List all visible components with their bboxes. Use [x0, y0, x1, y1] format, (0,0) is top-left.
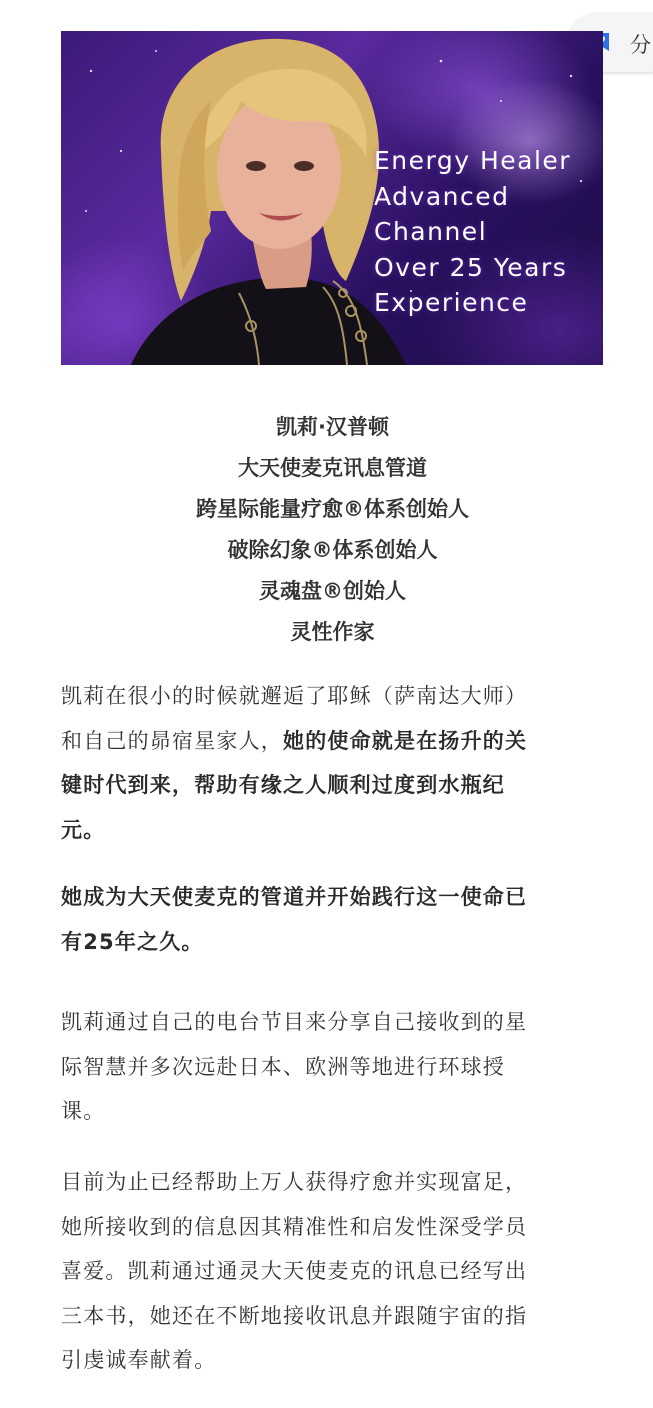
bold-text: 她的使命就是在扬升的关	[283, 728, 528, 753]
paragraph-line: 引虔诚奉献着。	[61, 1348, 217, 1372]
plain-text: 和自己的昴宿星家人，	[61, 728, 283, 753]
banner-line: Over 25 Years	[374, 252, 568, 282]
paragraph-line: 课。	[61, 1099, 106, 1123]
title-line: 灵魂盘®创始人	[259, 579, 406, 603]
title-line: 跨星际能量疗愈®体系创始人	[196, 497, 469, 521]
banner-line: Energy Healer	[374, 146, 572, 175]
banner-line: Experience	[374, 288, 529, 317]
paragraph-line: 凯莉在很小的时候就邂逅了耶稣（萨南达大师）	[61, 684, 528, 708]
paragraph-line: 凯莉通过自己的电台节目来分享自己接收到的星	[61, 1010, 528, 1034]
paragraph-mission	[61, 875, 611, 964]
banner-line: Channel	[374, 217, 488, 246]
share-label: 分	[630, 33, 651, 57]
banner-caption	[374, 143, 599, 321]
paragraph-line: 元。	[61, 817, 106, 842]
title-line: 破除幻象®体系创始人	[227, 538, 438, 562]
paragraph-line: 有25年之久。	[61, 929, 204, 954]
author-name: 凯莉·汉普顿	[276, 415, 389, 439]
paragraph-line: 她所接收到的信息因其精准性和启发性深受学员	[61, 1214, 528, 1239]
paragraph-achievements	[61, 1160, 611, 1383]
title-line: 大天使麦克讯息管道	[238, 456, 427, 480]
paragraph-line	[61, 719, 611, 764]
banner-line: Advanced	[374, 181, 510, 211]
paragraph-line: 际智慧并多次远赴日本、欧洲等地进行环球授	[61, 1054, 505, 1079]
paragraph-line: 键时代到来，帮助有缘之人顺利过度到水瓶纪	[61, 773, 505, 797]
paragraph-line: 三本书，她还在不断地接收讯息并跟随宇宙的指	[61, 1303, 528, 1328]
title-line: 灵性作家	[290, 620, 375, 644]
paragraph-line: 目前为止已经帮助上万人获得疗愈并实现富足，	[61, 1170, 528, 1194]
paragraph-line: 她成为大天使麦克的管道并开始践行这一使命已	[61, 885, 528, 909]
paragraph-line: 喜爱。凯莉通过通灵大天使麦克的讯息已经写出	[61, 1259, 528, 1283]
paragraph-radio	[61, 1000, 611, 1134]
author-titles	[40, 407, 625, 653]
hero-banner-image	[61, 31, 603, 365]
paragraph-intro	[61, 674, 611, 852]
